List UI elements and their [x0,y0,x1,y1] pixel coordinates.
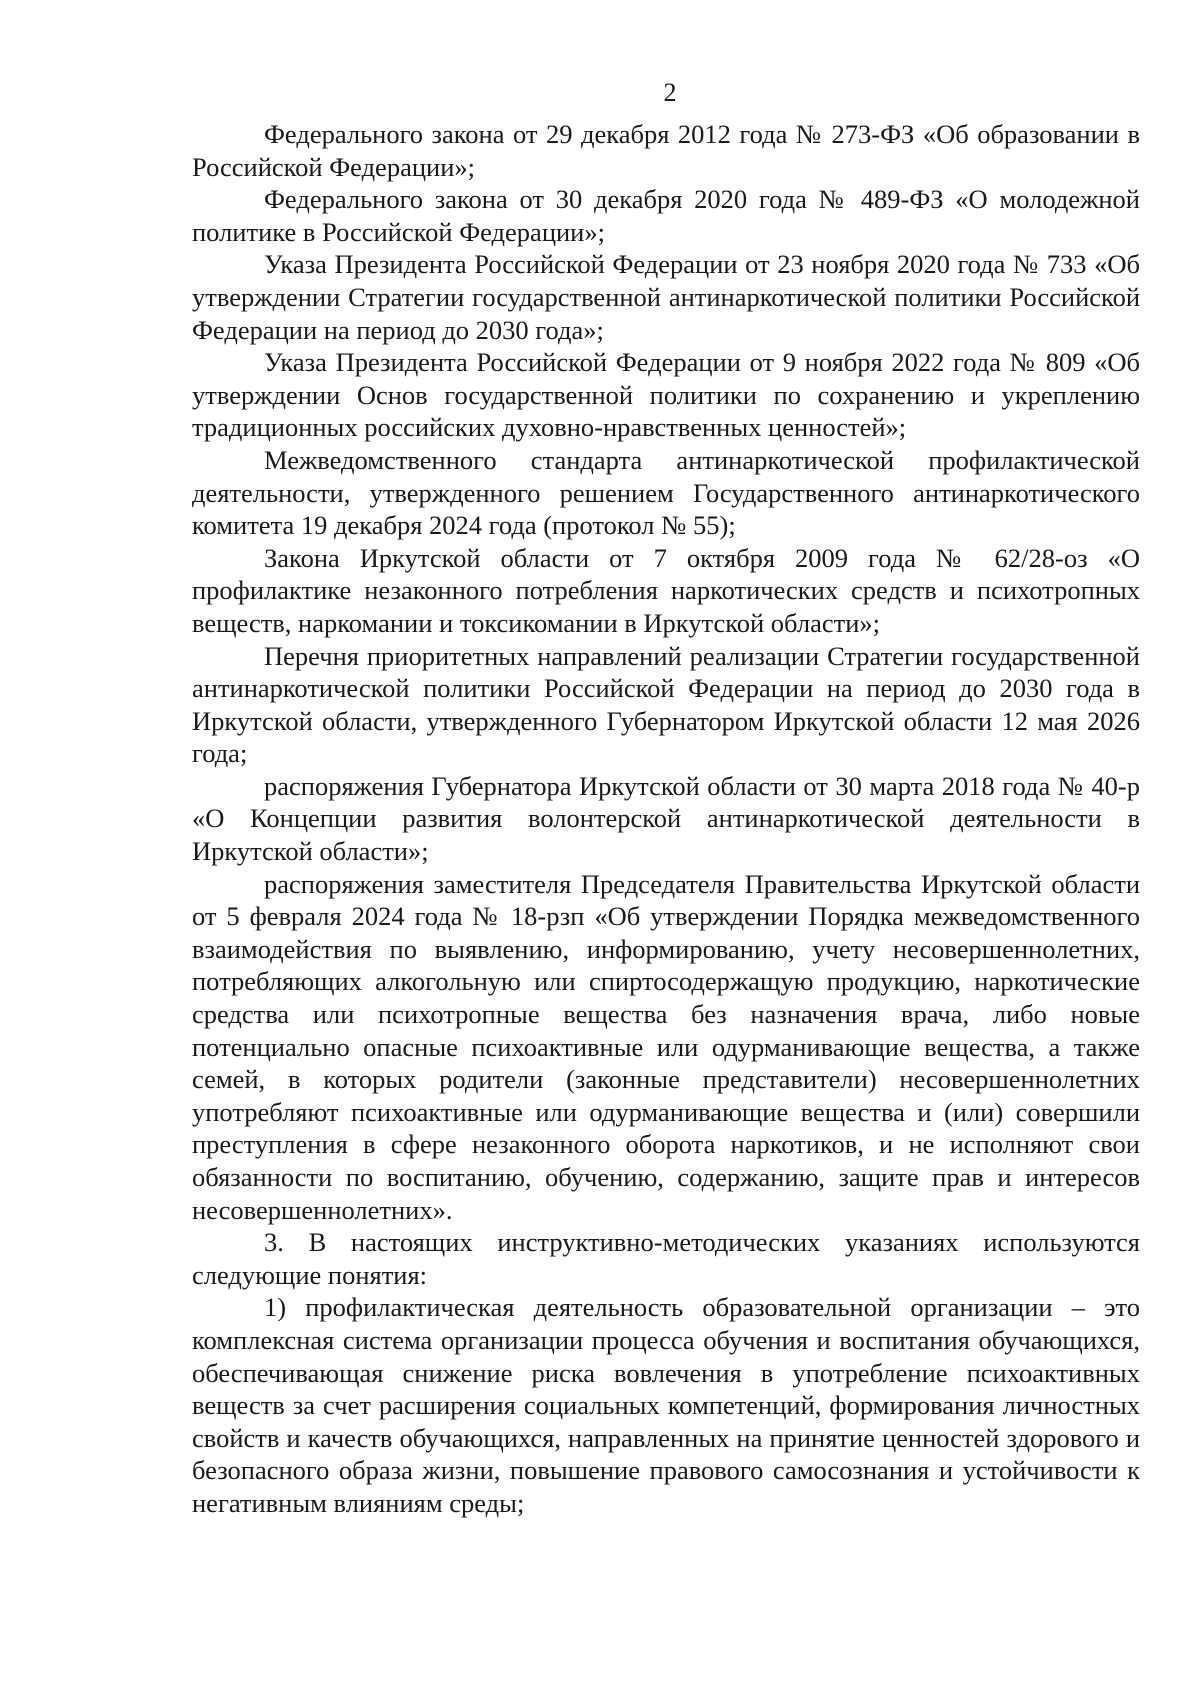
paragraph-decree-809: Указа Президента Российской Федерации от 9 ноября 2022 года № 809 «Об утверждении Основ государственной политики по сохранению и укреплению традиционных российских духовно-нравственных ценностей»; [192,347,1140,443]
paragraph-priority-list: Перечня приоритетных направлений реализации Стратегии государственной антинаркотической политики Российской Федерации на период до 2030 года в Иркутской области, утвержденного Губернатором Иркутской области 12 мая 2026 года; [192,640,1140,769]
paragraph-decree-733: Указа Президента Российской Федерации от 23 ноября 2020 года № 733 «Об утверждении Стратегии государственной антинаркотической политики Российской Федерации на период до 2030 года»; [192,249,1140,345]
page-number: 2 [663,78,677,107]
paragraph-federal-law-273: Федерального закона от 29 декабря 2012 года № 273-ФЗ «Об образовании в Российской Федерации»; [192,119,1140,182]
paragraph-federal-law-489: Федерального закона от 30 декабря 2020 года № 489-ФЗ «О молодежной политике в Российской Федерации»; [192,184,1140,247]
paragraph-section-3: 3. В настоящих инструктивно-методических указаниях используются следующие понятия: [192,1227,1140,1290]
paragraph-governor-order: распоряжения Губернатора Иркутской области от 30 марта 2018 года № 40-р «О Концепции развития волонтерской антинаркотической деятельности в Иркутской области»; [192,770,1140,867]
paragraph-definition-1: 1) профилактическая деятельность образовательной организации – это комплексная система организации процесса обучения и воспитания обучающихся, обеспечивающая снижение риска вовлечения в употребление психоактивных веществ за счет расширения социальных компетенций, формирования личностных свойств и качеств обучающихся, направленных на принятие ценностей здорового и безопасного образа жизни, повышение правового самосознания и устойчивости к негативным влияниям среды; [192,1292,1140,1518]
paragraph-interagency-standard: Межведомственного стандарта антинаркотической профилактической деятельности, утвержденного решением Государственного антинаркотического комитета 19 декабря 2024 года (протокол № 55); [192,444,1140,541]
paragraph-irkutsk-law: Закона Иркутской области от 7 октября 2009 года № 62/28-оз «О профилактике незаконного потребления наркотических средств и психотропных веществ, наркомании и токсикомании в Иркутской области»; [192,542,1140,638]
paragraph-deputy-order: распоряжения заместителя Председателя Правительства Иркутской области от 5 февраля 2024 года № 18-рзп «Об утверждении Порядка межведомственного взаимодействия по выявлению, информированию, учету несовершеннолетних, потребляющих алкогольную или спиртосодержащую продукцию, наркотические средства или психотропные вещества без назначения врача, либо новые потенциально опасные психоактивные или одурманивающие вещества, а также семей, в которых родители (законные представители) несовершеннолетних употребляют психоактивные или одурманивающие вещества и (или) совершили преступления в сфере незаконного оборота наркотиков, и не исполняют свои обязанности по воспитанию, обучению, содержанию, защите прав и интересов несовершеннолетних». [192,868,1140,1225]
document-body [192,118,1140,1520]
